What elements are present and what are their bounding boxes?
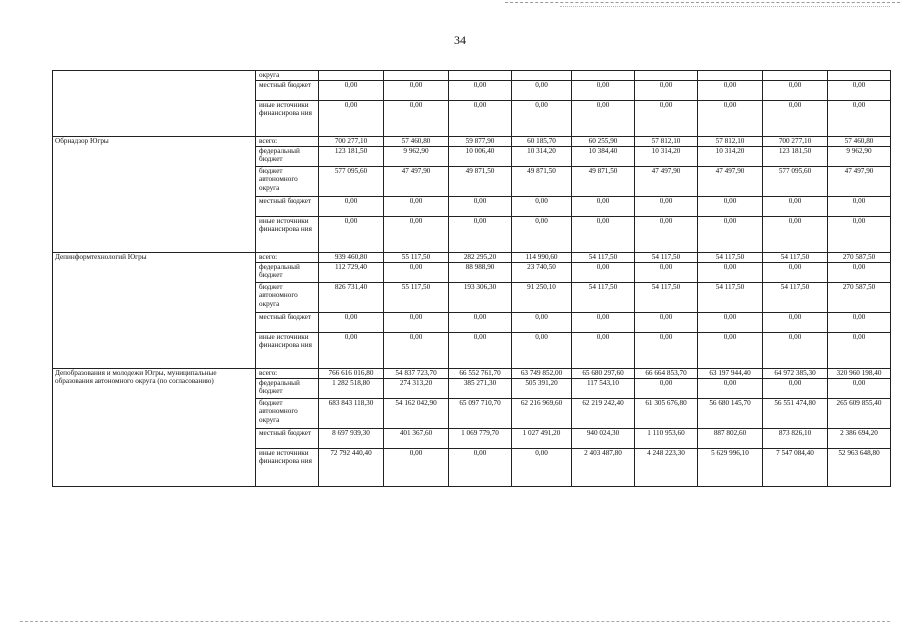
value-cell: 54 117,50 [763,253,828,263]
funding-source-cell: иные источники финансирова ния [256,449,319,487]
value-cell: 826 731,40 [319,283,384,313]
value-cell: 0,00 [572,197,635,217]
value-cell: 0,00 [635,263,698,283]
organization-cell: Обрнадзор Югры [53,137,256,253]
value-cell: 49 871,50 [572,167,635,197]
value-cell: 65 680 297,60 [572,369,635,379]
value-cell: 0,00 [319,333,384,369]
value-cell: 0,00 [828,333,891,369]
value-cell: 505 391,20 [512,379,572,399]
value-cell: 0,00 [828,263,891,283]
funding-source-cell: местный бюджет [256,313,319,333]
value-cell: 0,00 [319,197,384,217]
table-row [53,71,891,81]
value-cell: 940 024,30 [572,429,635,449]
table-row [53,137,891,147]
value-cell: 54 117,50 [698,253,763,263]
value-cell: 274 313,20 [384,379,449,399]
value-cell: 123 181,50 [319,147,384,167]
value-cell: 0,00 [572,101,635,137]
value-cell [572,71,635,81]
value-cell [319,71,384,81]
funding-source-cell: местный бюджет [256,429,319,449]
value-cell: 0,00 [828,81,891,101]
value-cell: 0,00 [828,313,891,333]
value-cell: 47 497,90 [828,167,891,197]
value-cell: 72 792 440,40 [319,449,384,487]
value-cell: 0,00 [319,81,384,101]
value-cell: 0,00 [698,313,763,333]
value-cell: 54 117,50 [698,283,763,313]
value-cell: 64 972 385,30 [763,369,828,379]
value-cell: 10 314,20 [698,147,763,167]
value-cell: 282 295,20 [449,253,512,263]
value-cell: 1 110 953,60 [635,429,698,449]
value-cell: 62 219 242,40 [572,399,635,429]
value-cell: 0,00 [828,379,891,399]
value-cell: 0,00 [384,197,449,217]
value-cell: 0,00 [698,217,763,253]
value-cell: 0,00 [698,333,763,369]
value-cell: 54 837 723,70 [384,369,449,379]
funding-source-cell: местный бюджет [256,81,319,101]
value-cell: 54 117,50 [572,283,635,313]
funding-source-cell: всего: [256,253,319,263]
value-cell: 10 314,20 [512,147,572,167]
value-cell: 0,00 [449,333,512,369]
value-cell: 0,00 [384,449,449,487]
value-cell: 0,00 [319,101,384,137]
value-cell: 9 962,90 [384,147,449,167]
funding-source-cell: федеральный бюджет [256,263,319,283]
funding-source-cell: иные источники финансирова ния [256,217,319,253]
value-cell: 57 460,80 [384,137,449,147]
value-cell: 91 250,10 [512,283,572,313]
value-cell: 0,00 [698,101,763,137]
value-cell: 0,00 [635,217,698,253]
value-cell: 49 871,50 [449,167,512,197]
value-cell: 0,00 [763,313,828,333]
value-cell: 0,00 [512,101,572,137]
value-cell: 61 305 676,80 [635,399,698,429]
organization-cell [53,71,256,137]
value-cell: 265 609 855,40 [828,399,891,429]
value-cell: 66 552 761,70 [449,369,512,379]
value-cell: 66 664 853,70 [635,369,698,379]
value-cell: 0,00 [763,379,828,399]
page-number: 34 [454,33,466,47]
value-cell: 0,00 [635,197,698,217]
value-cell: 0,00 [635,313,698,333]
value-cell: 385 271,30 [449,379,512,399]
value-cell: 766 616 016,80 [319,369,384,379]
value-cell: 0,00 [512,449,572,487]
value-cell: 0,00 [512,217,572,253]
value-cell: 55 117,50 [384,283,449,313]
value-cell: 193 306,30 [449,283,512,313]
value-cell: 0,00 [698,81,763,101]
value-cell: 49 871,50 [512,167,572,197]
value-cell: 63 197 944,40 [698,369,763,379]
value-cell: 0,00 [763,101,828,137]
value-cell: 577 095,60 [763,167,828,197]
value-cell: 0,00 [384,101,449,137]
organization-cell: Депинформтехнологий Югры [53,253,256,369]
scan-artifact-top-secondary [560,6,890,7]
value-cell: 65 097 710,70 [449,399,512,429]
value-cell: 0,00 [635,81,698,101]
value-cell: 63 749 852,00 [512,369,572,379]
value-cell: 1 282 518,80 [319,379,384,399]
value-cell: 62 216 969,60 [512,399,572,429]
value-cell: 320 960 198,40 [828,369,891,379]
value-cell: 0,00 [828,197,891,217]
value-cell: 0,00 [319,313,384,333]
funding-source-cell: всего: [256,369,319,379]
funding-source-cell: бюджет автономного округа [256,283,319,313]
value-cell: 10 006,40 [449,147,512,167]
value-cell: 887 802,60 [698,429,763,449]
funding-source-cell: иные источники финансирова ния [256,333,319,369]
value-cell: 0,00 [512,81,572,101]
value-cell: 59 877,90 [449,137,512,147]
value-cell: 60 255,90 [572,137,635,147]
value-cell: 8 697 939,30 [319,429,384,449]
value-cell: 1 069 779,70 [449,429,512,449]
value-cell: 0,00 [449,449,512,487]
value-cell: 114 990,60 [512,253,572,263]
value-cell: 873 826,10 [763,429,828,449]
value-cell: 56 680 145,70 [698,399,763,429]
value-cell: 54 162 042,90 [384,399,449,429]
table-row [53,253,891,263]
value-cell: 577 095,60 [319,167,384,197]
funding-source-cell: бюджет автономного округа [256,399,319,429]
value-cell: 0,00 [384,333,449,369]
value-cell: 0,00 [319,217,384,253]
value-cell: 0,00 [384,81,449,101]
value-cell: 55 117,50 [384,253,449,263]
value-cell [828,71,891,81]
table-row [53,369,891,379]
funding-source-cell: федеральный бюджет [256,379,319,399]
value-cell: 23 740,50 [512,263,572,283]
funding-table [52,70,891,487]
value-cell [384,71,449,81]
value-cell: 0,00 [512,313,572,333]
value-cell: 270 587,50 [828,283,891,313]
value-cell: 52 963 648,80 [828,449,891,487]
value-cell: 0,00 [763,197,828,217]
value-cell: 5 629 996,10 [698,449,763,487]
value-cell: 47 497,90 [698,167,763,197]
value-cell: 0,00 [572,263,635,283]
funding-source-cell: бюджет автономного округа [256,167,319,197]
value-cell: 0,00 [449,217,512,253]
funding-source-cell: всего: [256,137,319,147]
value-cell: 0,00 [635,101,698,137]
value-cell: 0,00 [763,217,828,253]
value-cell: 0,00 [698,379,763,399]
value-cell: 7 547 084,40 [763,449,828,487]
value-cell: 54 117,50 [635,253,698,263]
value-cell: 0,00 [449,81,512,101]
funding-source-cell: местный бюджет [256,197,319,217]
funding-source-cell: округа [256,71,319,81]
value-cell: 270 587,50 [828,253,891,263]
value-cell: 0,00 [572,217,635,253]
value-cell: 0,00 [384,313,449,333]
funding-source-cell: федеральный бюджет [256,147,319,167]
value-cell: 700 277,10 [319,137,384,147]
value-cell [763,71,828,81]
value-cell: 0,00 [763,263,828,283]
value-cell: 9 962,90 [828,147,891,167]
value-cell: 117 543,10 [572,379,635,399]
value-cell: 4 248 223,30 [635,449,698,487]
value-cell: 683 843 118,30 [319,399,384,429]
value-cell: 112 729,40 [319,263,384,283]
value-cell: 0,00 [384,217,449,253]
value-cell: 54 117,50 [635,283,698,313]
value-cell: 0,00 [512,333,572,369]
value-cell: 0,00 [572,81,635,101]
table-body [53,71,891,487]
value-cell [512,71,572,81]
value-cell: 700 277,10 [763,137,828,147]
value-cell: 2 386 694,20 [828,429,891,449]
value-cell: 57 812,10 [635,137,698,147]
value-cell: 0,00 [384,263,449,283]
value-cell: 56 551 474,80 [763,399,828,429]
value-cell [449,71,512,81]
value-cell: 939 460,80 [319,253,384,263]
scan-artifact-bottom [20,621,890,622]
value-cell: 2 403 487,80 [572,449,635,487]
value-cell: 1 027 491,20 [512,429,572,449]
value-cell: 47 497,90 [384,167,449,197]
value-cell: 0,00 [512,197,572,217]
value-cell: 0,00 [572,313,635,333]
value-cell: 10 314,20 [635,147,698,167]
funding-source-cell: иные источники финансирова ния [256,101,319,137]
value-cell: 54 117,50 [572,253,635,263]
value-cell: 54 117,50 [763,283,828,313]
value-cell: 0,00 [572,333,635,369]
value-cell: 401 367,60 [384,429,449,449]
value-cell: 57 812,10 [698,137,763,147]
value-cell: 0,00 [763,333,828,369]
value-cell: 0,00 [763,81,828,101]
value-cell: 88 988,90 [449,263,512,283]
value-cell: 0,00 [449,313,512,333]
value-cell: 47 497,90 [635,167,698,197]
organization-cell: Депобразования и молодежи Югры, муниципальные образования автономного округа (по согласованию) [53,369,256,487]
value-cell: 0,00 [635,379,698,399]
value-cell [698,71,763,81]
value-cell: 0,00 [635,333,698,369]
value-cell: 57 460,80 [828,137,891,147]
value-cell: 0,00 [828,101,891,137]
value-cell: 0,00 [698,263,763,283]
value-cell: 0,00 [698,197,763,217]
value-cell: 60 185,70 [512,137,572,147]
value-cell: 123 181,50 [763,147,828,167]
scan-artifact-top [505,2,900,3]
value-cell: 0,00 [449,101,512,137]
value-cell [635,71,698,81]
value-cell: 0,00 [449,197,512,217]
value-cell: 10 384,40 [572,147,635,167]
value-cell: 0,00 [828,217,891,253]
